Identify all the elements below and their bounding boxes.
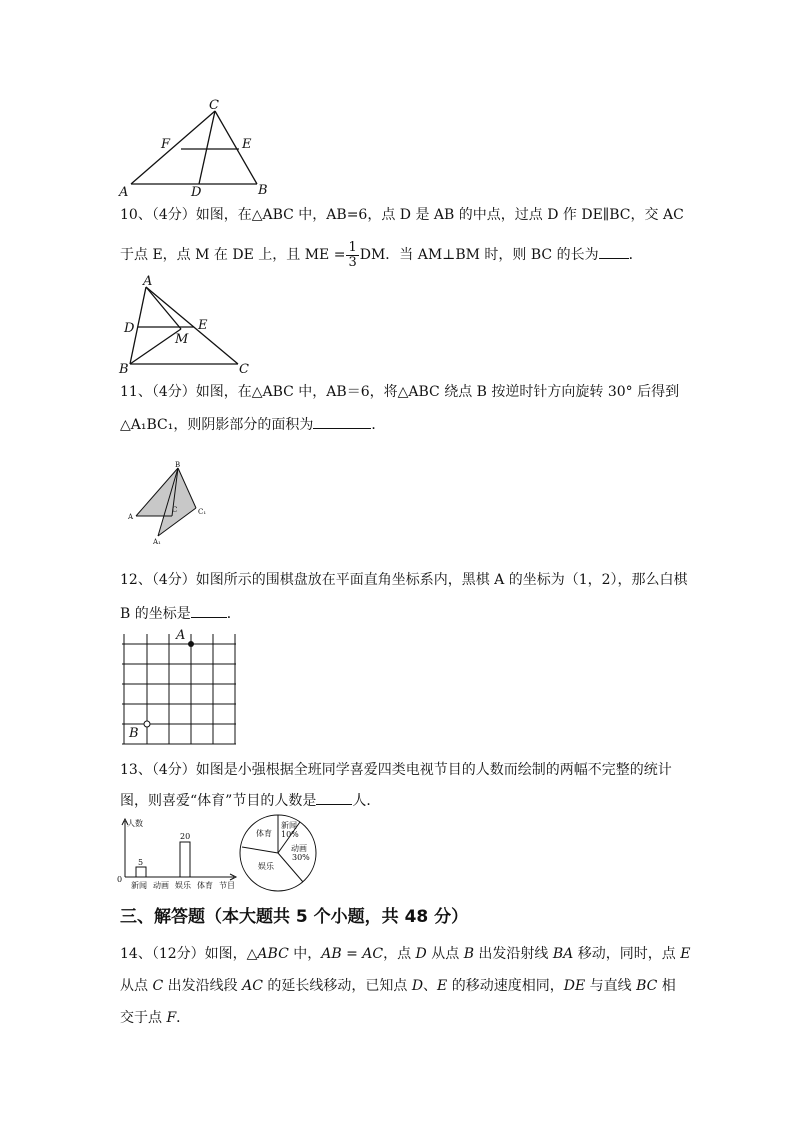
fraction-numerator: 1 [348,239,357,255]
q11-label-c1: C₁ [198,508,207,516]
q14-line-de: DE [563,978,586,994]
q11-line2 [120,414,680,435]
q14-t7: 从点 [120,978,153,994]
bar-cat-news: 新闻 [131,881,147,890]
q12-label-b: B [129,726,139,741]
q10-line1: 10、（4分）如图，在△ABC 中，AB=6，点 D 是 AB 的中点，过点 D 作 DE∥BC，交 AC [120,207,684,223]
q14-segment-ac: AC [242,978,263,994]
label-c: C [209,98,219,113]
q14-t6: 移动，同时，点 [573,946,681,962]
q14-t8: 出发沿线段 [163,978,243,994]
q11-label-a: A [128,513,134,521]
q14-t5: 出发沿射线 [473,946,553,962]
bar-news [136,867,146,877]
figure-q10-triangle [115,272,260,377]
q13-line2 [120,790,680,811]
bar-xlabel: 节目 [219,881,235,890]
q14-point-d: D [415,946,427,962]
fraction-denominator: 3 [348,254,357,270]
figure-pie-chart [236,811,322,895]
q14-point-d2: D [411,978,424,994]
label-d: D [191,185,202,200]
bar-zero: 0 [117,875,123,884]
section-title: 三、解答题（本大题共 5 个小题，共 48 分） [120,907,469,927]
q10-label-d: D [124,321,135,336]
q14-t2: 中， [288,946,322,962]
label-a: A [119,185,129,200]
q10-label-e: E [198,318,208,333]
q11-label-c: C [172,506,178,514]
bar-cat-sports: 体育 [197,881,213,890]
label-e: E [242,137,252,152]
q12-text: B 的坐标是 [120,606,191,622]
pie-label-animation: 动画 [291,844,307,853]
q14-point-e: E [680,946,691,962]
q10-line2 [120,240,680,270]
q14-line1 [120,944,691,964]
q13-line1: 13、（4分）如图是小强根据全班同学喜爱四类电视节目的人数而绘制的两幅不完整的统计 [120,762,672,778]
q14-t13: 相 [657,978,676,994]
q14-t3: ，点 [383,946,416,962]
bar-value-5: 5 [138,858,144,867]
q11-line1: 11、（4分）如图，在△ABC 中，AB＝6，将△ABC 绕点 B 按逆时针方向旋转 30° 后得到 [120,384,680,400]
q14-t11: 的移动速度相同， [447,978,564,994]
q11-text: △A₁BC₁，则阴影部分的面积为 [120,417,314,433]
pie-label-entertainment: 娱乐 [258,862,274,871]
bar-value-20: 20 [180,832,191,841]
q14-point-c: C [152,978,164,994]
q14-t4: 从点 [426,946,464,962]
q14-t1: 14、（12分）如图， [120,946,247,962]
q14-line3 [120,1008,680,1028]
q10-text-a: 于点 E，点 M 在 DE 上，且 ME = [120,247,346,263]
q10-end: ． [628,247,643,263]
q12-label-a: A [176,628,186,643]
q14-t9: 的延长线移动，已知点 [262,978,412,994]
q10-label-c: C [239,362,249,377]
white-stone-b [144,721,150,727]
pie-pct-news: 10% [281,830,299,839]
q11-label-b: B [175,461,181,469]
q14-t14: 交于点 [120,1010,167,1026]
q12-end: ． [226,606,241,622]
q14-equation: AB = AC [321,946,384,962]
q14-t10: 、 [423,978,438,994]
q10-text-b: DM．当 AM⊥BM 时，则 BC 的长为 [359,247,599,263]
q14-t12: 与直线 [585,978,637,994]
q14-triangle: △ABC [246,946,289,962]
q10-label-m: M [175,332,189,347]
q13-answer-blank[interactable] [316,790,352,805]
figure-triangle-fe [115,95,275,205]
q12-line2 [120,603,680,624]
q11-end: ． [371,417,386,433]
fraction-one-third [346,241,358,270]
q14-ray-ba: BA [552,946,574,962]
figure-q11-rotation [122,458,212,550]
pie-label-sports: 体育 [256,829,272,838]
bar-cat-entertainment: 娱乐 [175,881,191,890]
pie-pct-animation: 30% [292,853,310,862]
label-f: F [161,137,171,152]
label-b: B [258,183,268,198]
q11-answer-blank[interactable] [313,414,371,429]
q14-point-b: B [463,946,474,962]
q10-label-a: A [143,274,153,289]
figure-bar-chart [116,815,240,891]
pie-label-news: 新闻 [281,821,297,830]
q14-t15: ． [176,1010,191,1026]
black-stone-a [188,641,194,647]
bar-ylabel: 人数 [127,819,143,828]
q12-line1: 12、（4分）如图所示的围棋盘放在平面直角坐标系内，黑棋 A 的坐标为（1，2），那么白棋 [120,572,688,588]
q13-text-a: 图，则喜爱“体育”节目的人数是 [120,793,317,809]
q14-line-bc: BC [636,978,658,994]
q12-answer-blank[interactable] [191,603,227,618]
q10-answer-blank[interactable] [599,244,629,259]
bar-entertainment [180,842,190,877]
q14-line2 [120,976,680,996]
q10-label-b: B [119,362,129,377]
q11-label-a1: A₁ [153,538,161,546]
q13-text-b: 人． [352,793,381,809]
bar-cat-animation: 动画 [153,881,169,890]
figure-go-board [118,626,242,748]
q14-point-f: F [166,1010,177,1026]
q14-point-e2: E [437,978,448,994]
